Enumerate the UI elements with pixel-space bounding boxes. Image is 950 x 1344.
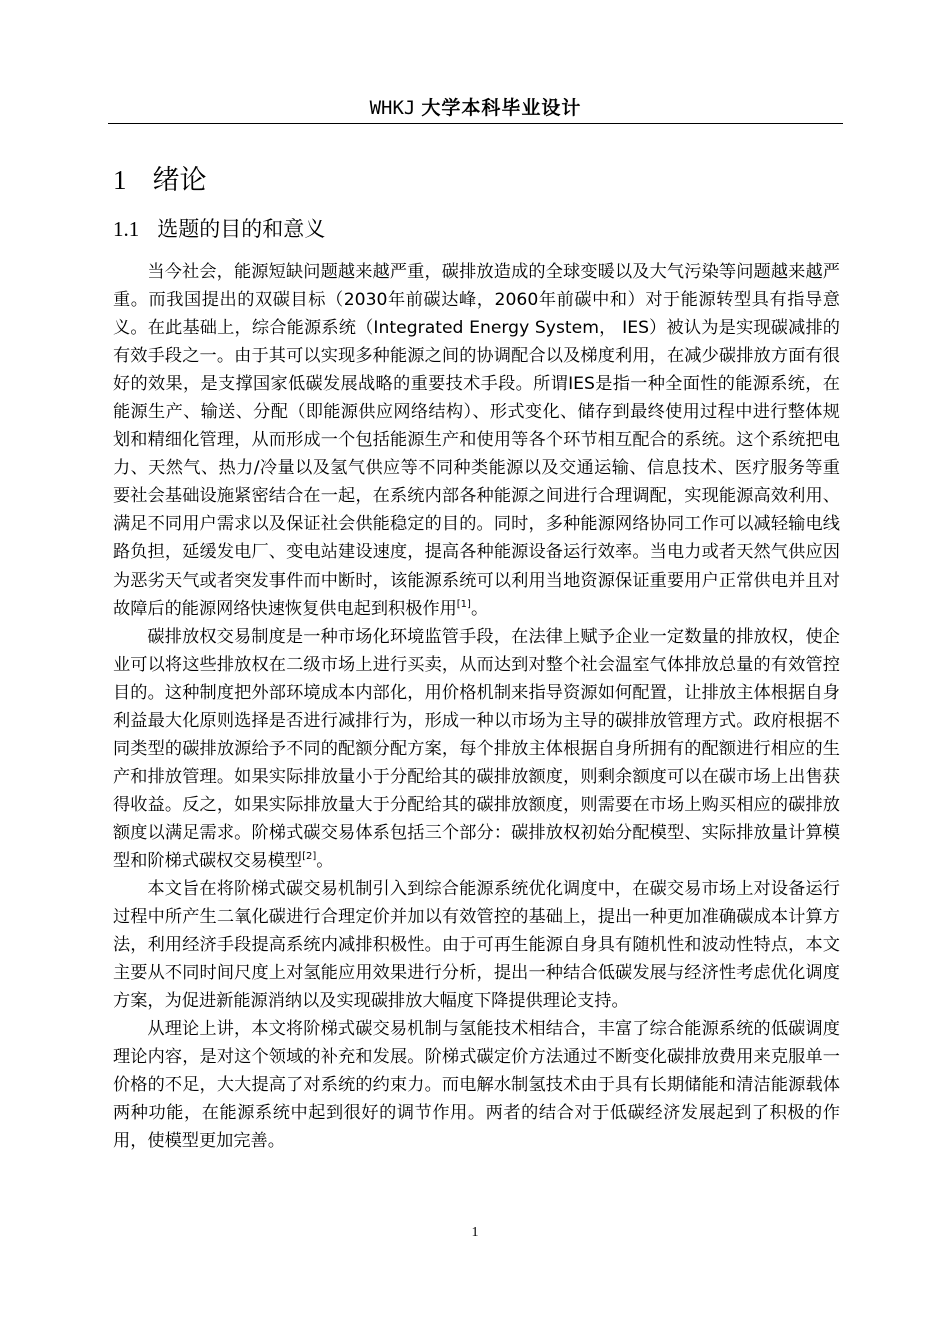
citation[interactable]: [2] [302, 850, 317, 862]
header-rule [108, 123, 843, 124]
paragraph [113, 623, 840, 875]
header-latin: WHKJ [369, 97, 416, 119]
citation[interactable]: [1] [456, 598, 471, 610]
running-header [108, 94, 843, 122]
paragraph [113, 258, 840, 623]
paragraph-text: 碳排放权交易制度是一种市场化环境监管手段，在法律上赋予企业一定数量的排放权，使企业可以将这些排放权在二级市场上进行买卖，从而达到对整个社会温室气体排放总量的有效管控目的。这种制度把外部环境成本内部化，用价格机制来指导资源如何配置，让排放主体根据自身利益最大化原则选择是否进行减排行为，形成一种以市场为主导的碳排放管理方式。政府根据不同类型的碳排放源给予不同的配额分配方案，每个排放主体根据自身所拥有的配额进行相应的生产和排放管理。如果实际排放量小于分配给其的碳排放额度，则剩余额度可以在碳市场上出售获得收益。反之，如果实际排放量大于分配给其的碳排放额度，则需要在市场上购买相应的碳排放额度以满足需求。阶梯式碳交易体系包括三个部分：碳排放权初始分配模型、实际排放量计算模型和阶梯式碳权交易模型 [113, 626, 840, 871]
paragraph-text: 本文旨在将阶梯式碳交易机制引入到综合能源系统优化调度中，在碳交易市场上对设备运行过程中所产生二氧化碳进行合理定价并加以有效管控的基础上，提出一种更加准确碳成本计算方法，利用经济手段提高系统内减排积极性。由于可再生能源自身具有随机性和波动性特点，本文主要从不同时间尺度上对氢能应用效果进行分析，提出一种结合低碳发展与经济性考虑优化调度方案，为促进新能源消纳以及实现碳排放大幅度下降提供理论支持。 [113, 879, 840, 1012]
section-number: 1.1 [113, 217, 140, 241]
paragraph-tail: 。 [316, 850, 334, 871]
page-number: 1 [471, 1225, 479, 1240]
paragraph-tail: 。 [470, 598, 489, 619]
chapter-number: 1 [113, 165, 127, 195]
chapter-heading [113, 162, 207, 199]
paragraph-text: 当今社会，能源短缺问题越来越严重，碳排放造成的全球变暖以及大气污染等问题越来越严重。而我国提出的双碳目标（2030年前碳达峰，2060年前碳中和）对于能源转型具有指导意义。在此基础上，综合能源系统（Integrated Energy System， IES）被认为是实现碳减排的有效手段之一。由于其可以实现多种能源之间的协调配合以及梯度利用，在减少碳排放方面有很好的效果，是支撑国家低碳发展战略的重要技术手段。所谓IES是指一种全面性的能源系统，在能源生产、输送、分配（即能源供应网络结构）、形式变化、储存到最终使用过程中进行整体规划和精细化管理，从而形成一个包括能源生产和使用等各个环节相互配合的系统。这个系统把电力、天然气、热力/冷量以及氢气供应等不同种类能源以及交通运输、信息技术、医疗服务等重要社会基础设施紧密结合在一起，在系统内部各种能源之间进行合理调配，实现能源高效利用、满足不同用户需求以及保证社会供能稳定的目的。同时，多种能源网络协同工作可以减轻输电线路负担，延缓发电厂、变电站建设速度，提高各种能源设备运行效率。当电力或者天然气供应因为恶劣天气或者突发事件而中断时，该能源系统可以利用当地资源保证重要用户正常供电并且对故障后的能源网络快速恢复供电起到积极作用 [113, 262, 840, 619]
chapter-title: 绪论 [152, 165, 207, 196]
section-title: 选题的目的和意义 [157, 217, 326, 241]
header-title: 大学本科毕业设计 [421, 97, 582, 119]
body-text [113, 258, 840, 1156]
paragraph [113, 1015, 840, 1155]
section-heading [113, 214, 325, 244]
paragraph-text: 从理论上讲，本文将阶梯式碳交易机制与氢能技术相结合，丰富了综合能源系统的低碳调度理论内容，是对这个领域的补充和发展。阶梯式碳定价方法通过不断变化碳排放费用来克服单一价格的不足，大大提高了对系统的约束力。而电解水制氢技术由于具有长期储能和清洁能源载体两种功能，在能源系统中起到很好的调节作用。两者的结合对于低碳经济发展起到了积极的作用，使模型更加完善。 [113, 1019, 840, 1152]
paragraph [113, 875, 840, 1015]
